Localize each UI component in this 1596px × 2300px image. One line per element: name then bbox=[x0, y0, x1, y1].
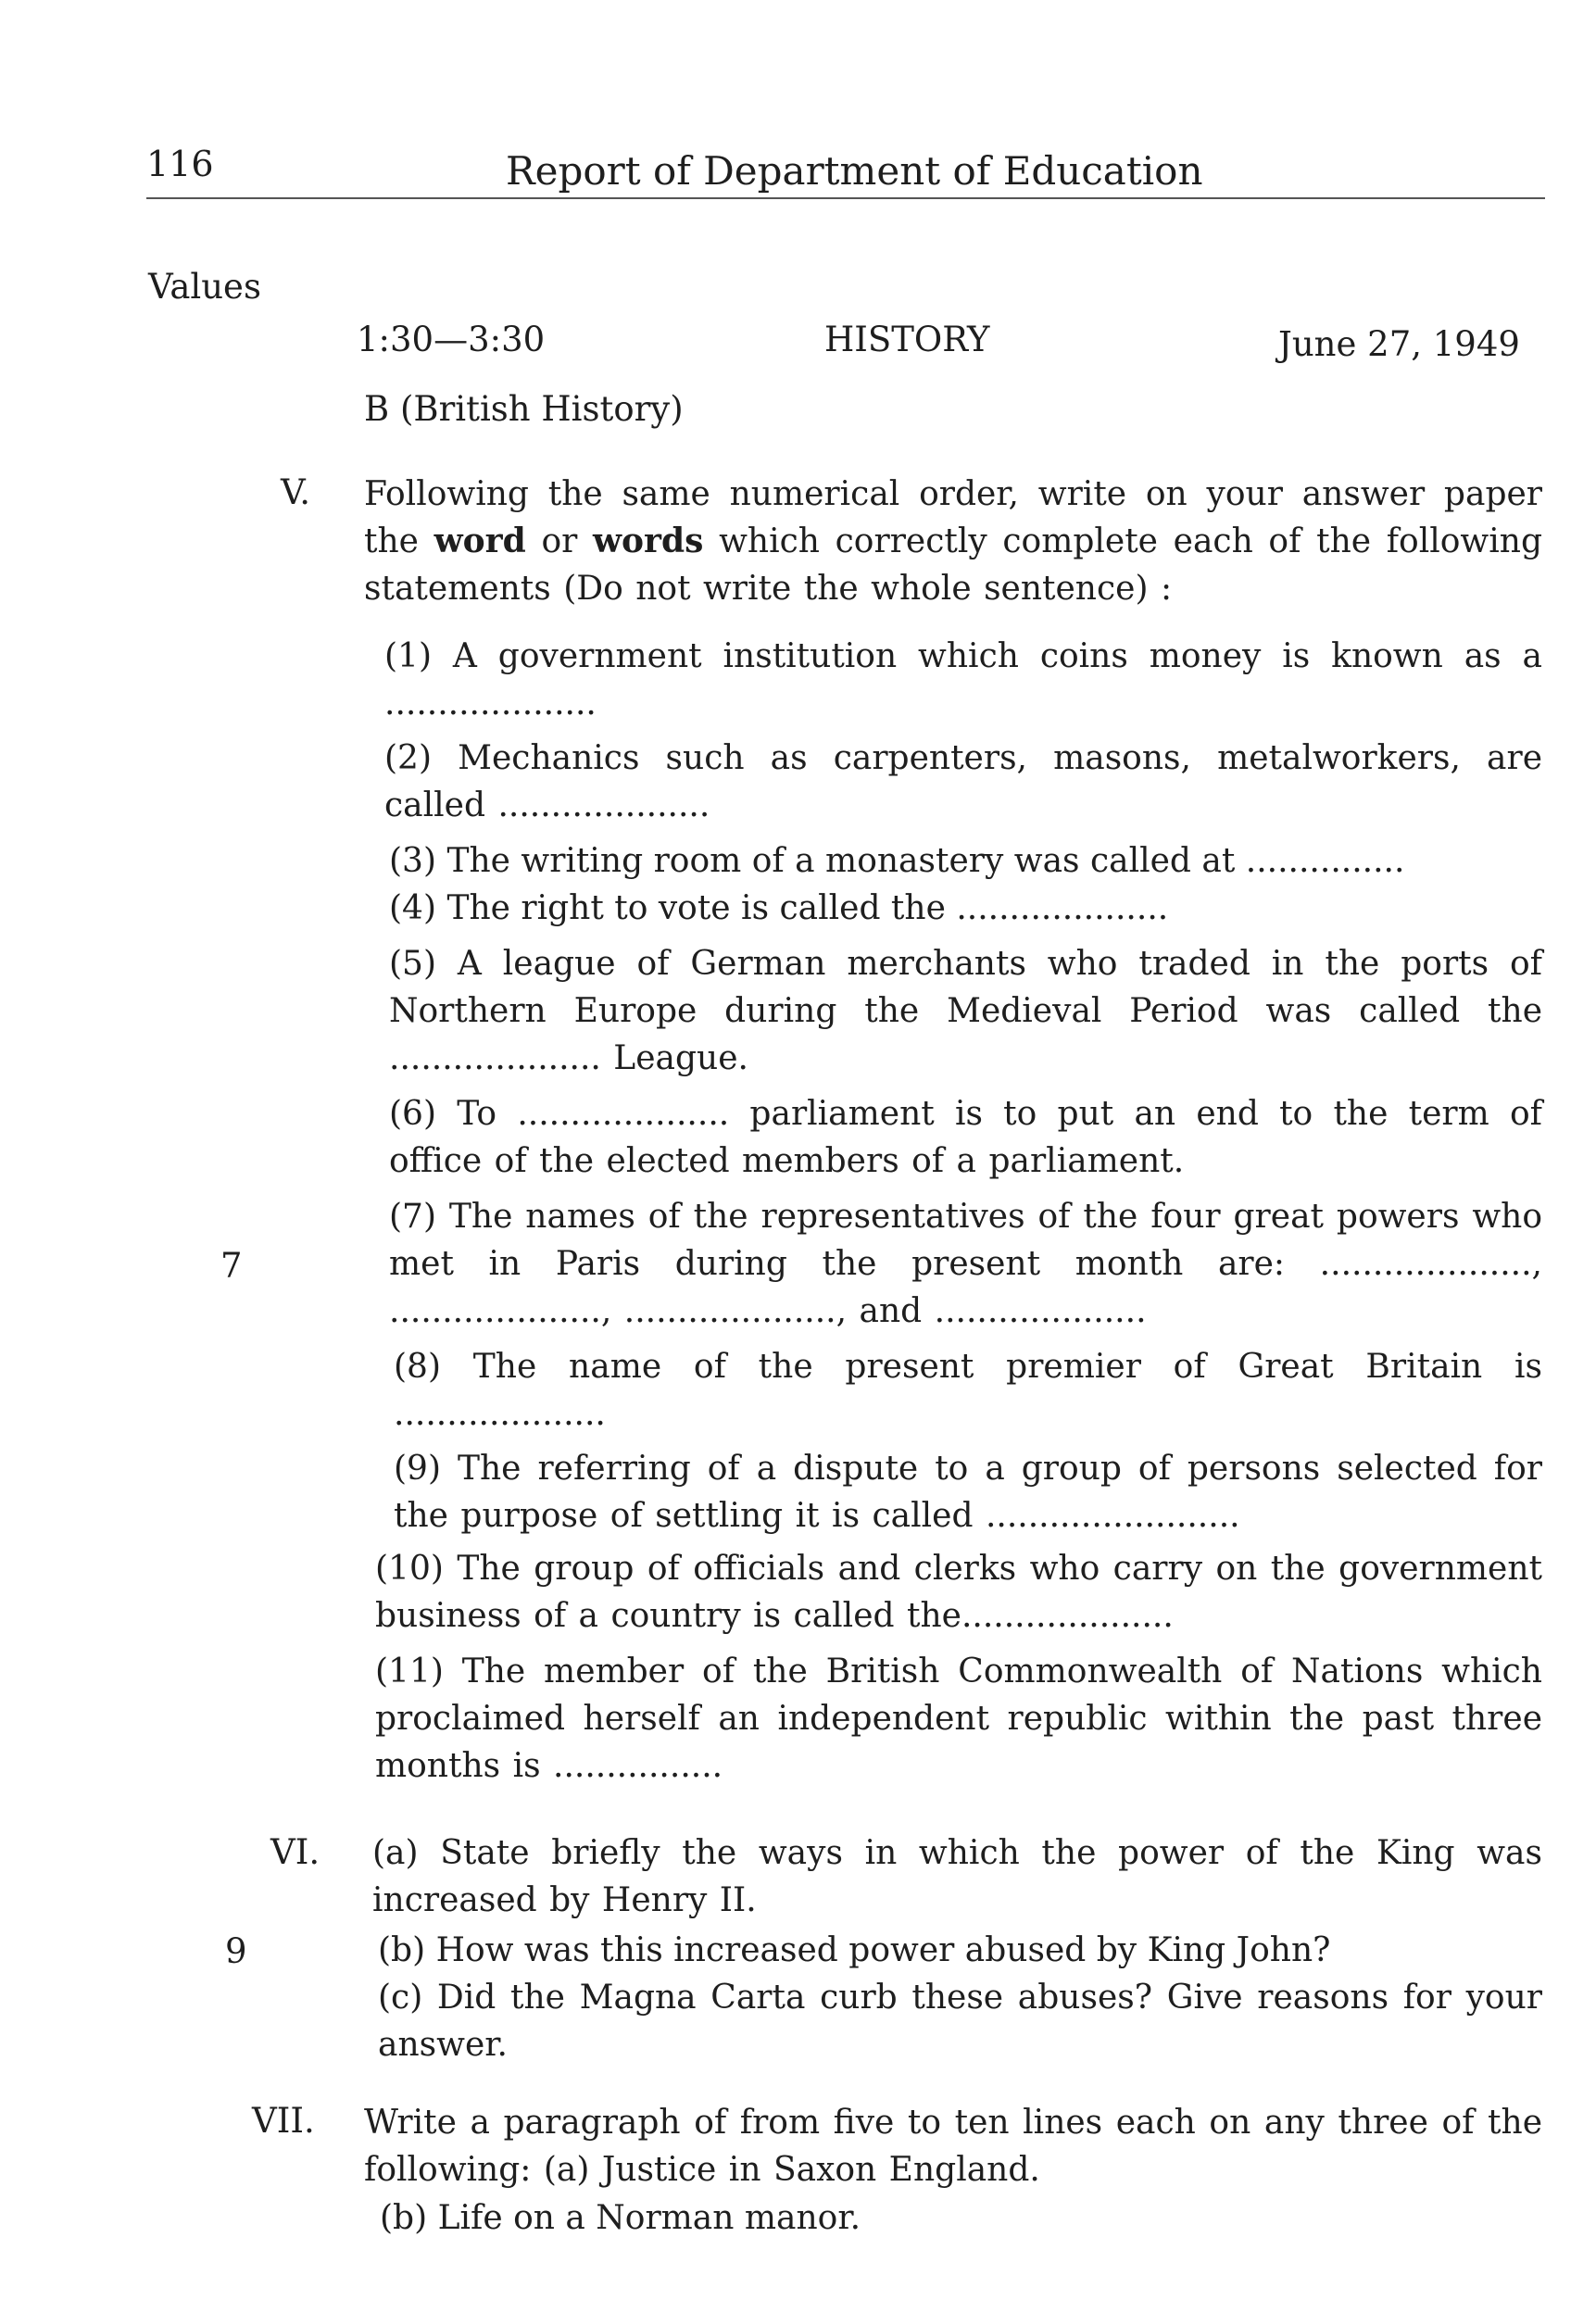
header-rule bbox=[146, 197, 1545, 199]
question-v-item-11: (11) The member of the British Commonwealth of Nations which proclaimed herself an independent republic within the past three months is ................ bbox=[375, 1653, 1542, 1785]
values-heading: Values bbox=[148, 267, 261, 307]
question-v-item-8: (8) The name of the present premier of Great Britain is .................... bbox=[394, 1348, 1542, 1433]
page-number: 116 bbox=[146, 144, 214, 184]
instructions-text-b: or bbox=[525, 522, 594, 560]
question-vii-text: Write a paragraph of from five to ten lines each on any three of the following: (a) Justice in Saxon England. bbox=[364, 2104, 1542, 2189]
exam-time: 1:30—3:30 bbox=[357, 320, 546, 359]
question-v-instructions bbox=[364, 471, 1542, 612]
instructions-text-c: which correctly complete each of the following statements (Do not write the whole sentence) : bbox=[364, 522, 1542, 608]
question-v-value: 7 bbox=[220, 1246, 243, 1286]
question-vi-item-b: (b) How was this increased power abused by King John? bbox=[378, 1931, 1331, 1969]
question-v-item-5: (5) A league of German merchants who traded in the ports of Northern Europe during the Medieval Period was called the .................... League. bbox=[389, 945, 1542, 1077]
question-vi-value: 9 bbox=[225, 1931, 247, 1971]
exam-subject: HISTORY bbox=[824, 320, 990, 359]
instructions-words: words bbox=[593, 522, 704, 560]
question-vi-item-a: (a) State briefly the ways in which the power of the King was increased by Henry II. bbox=[372, 1834, 1542, 1919]
question-vi-numeral: VI. bbox=[270, 1832, 320, 1872]
exam-date: June 27, 1949 bbox=[1278, 324, 1520, 364]
question-vi-item-c: (c) Did the Magna Carta curb these abuses? Give reasons for your answer. bbox=[378, 1979, 1542, 2064]
question-v-item-10: (10) The group of officials and clerks who carry on the government business of a country is called the.................... bbox=[375, 1550, 1542, 1635]
question-v-item-6: (6) To .................... parliament is to put an end to the term of office of the elected members of a parliament. bbox=[389, 1095, 1542, 1180]
running-title: Report of Department of Education bbox=[506, 148, 1203, 194]
instructions-word: word bbox=[434, 522, 526, 560]
question-v-item-1: (1) A government institution which coins money is known as a .................... bbox=[384, 637, 1542, 723]
question-v-item-3: (3) The writing room of a monastery was called at ............... bbox=[389, 842, 1405, 880]
instructions-text-a: Following the same numerical order, write on your answer paper the bbox=[364, 475, 1542, 560]
question-vii-item-b: (b) Life on a Norman manor. bbox=[380, 2199, 861, 2237]
question-v-item-2: (2) Mechanics such as carpenters, masons, metalworkers, are called .................... bbox=[384, 739, 1542, 824]
question-v-item-4: (4) The right to vote is called the .................... bbox=[389, 889, 1169, 927]
question-v-item-7: (7) The names of the representatives of the four great powers who met in Paris during the present month are: ...................., ...................., ...................., and .................... bbox=[389, 1198, 1542, 1330]
question-vii-numeral: VII. bbox=[252, 2101, 315, 2141]
question-v-numeral: V. bbox=[281, 472, 311, 512]
exam-section: B (British History) bbox=[364, 389, 684, 429]
question-v-item-9: (9) The referring of a dispute to a group of persons selected for the purpose of settling it is called ........................ bbox=[394, 1450, 1542, 1535]
